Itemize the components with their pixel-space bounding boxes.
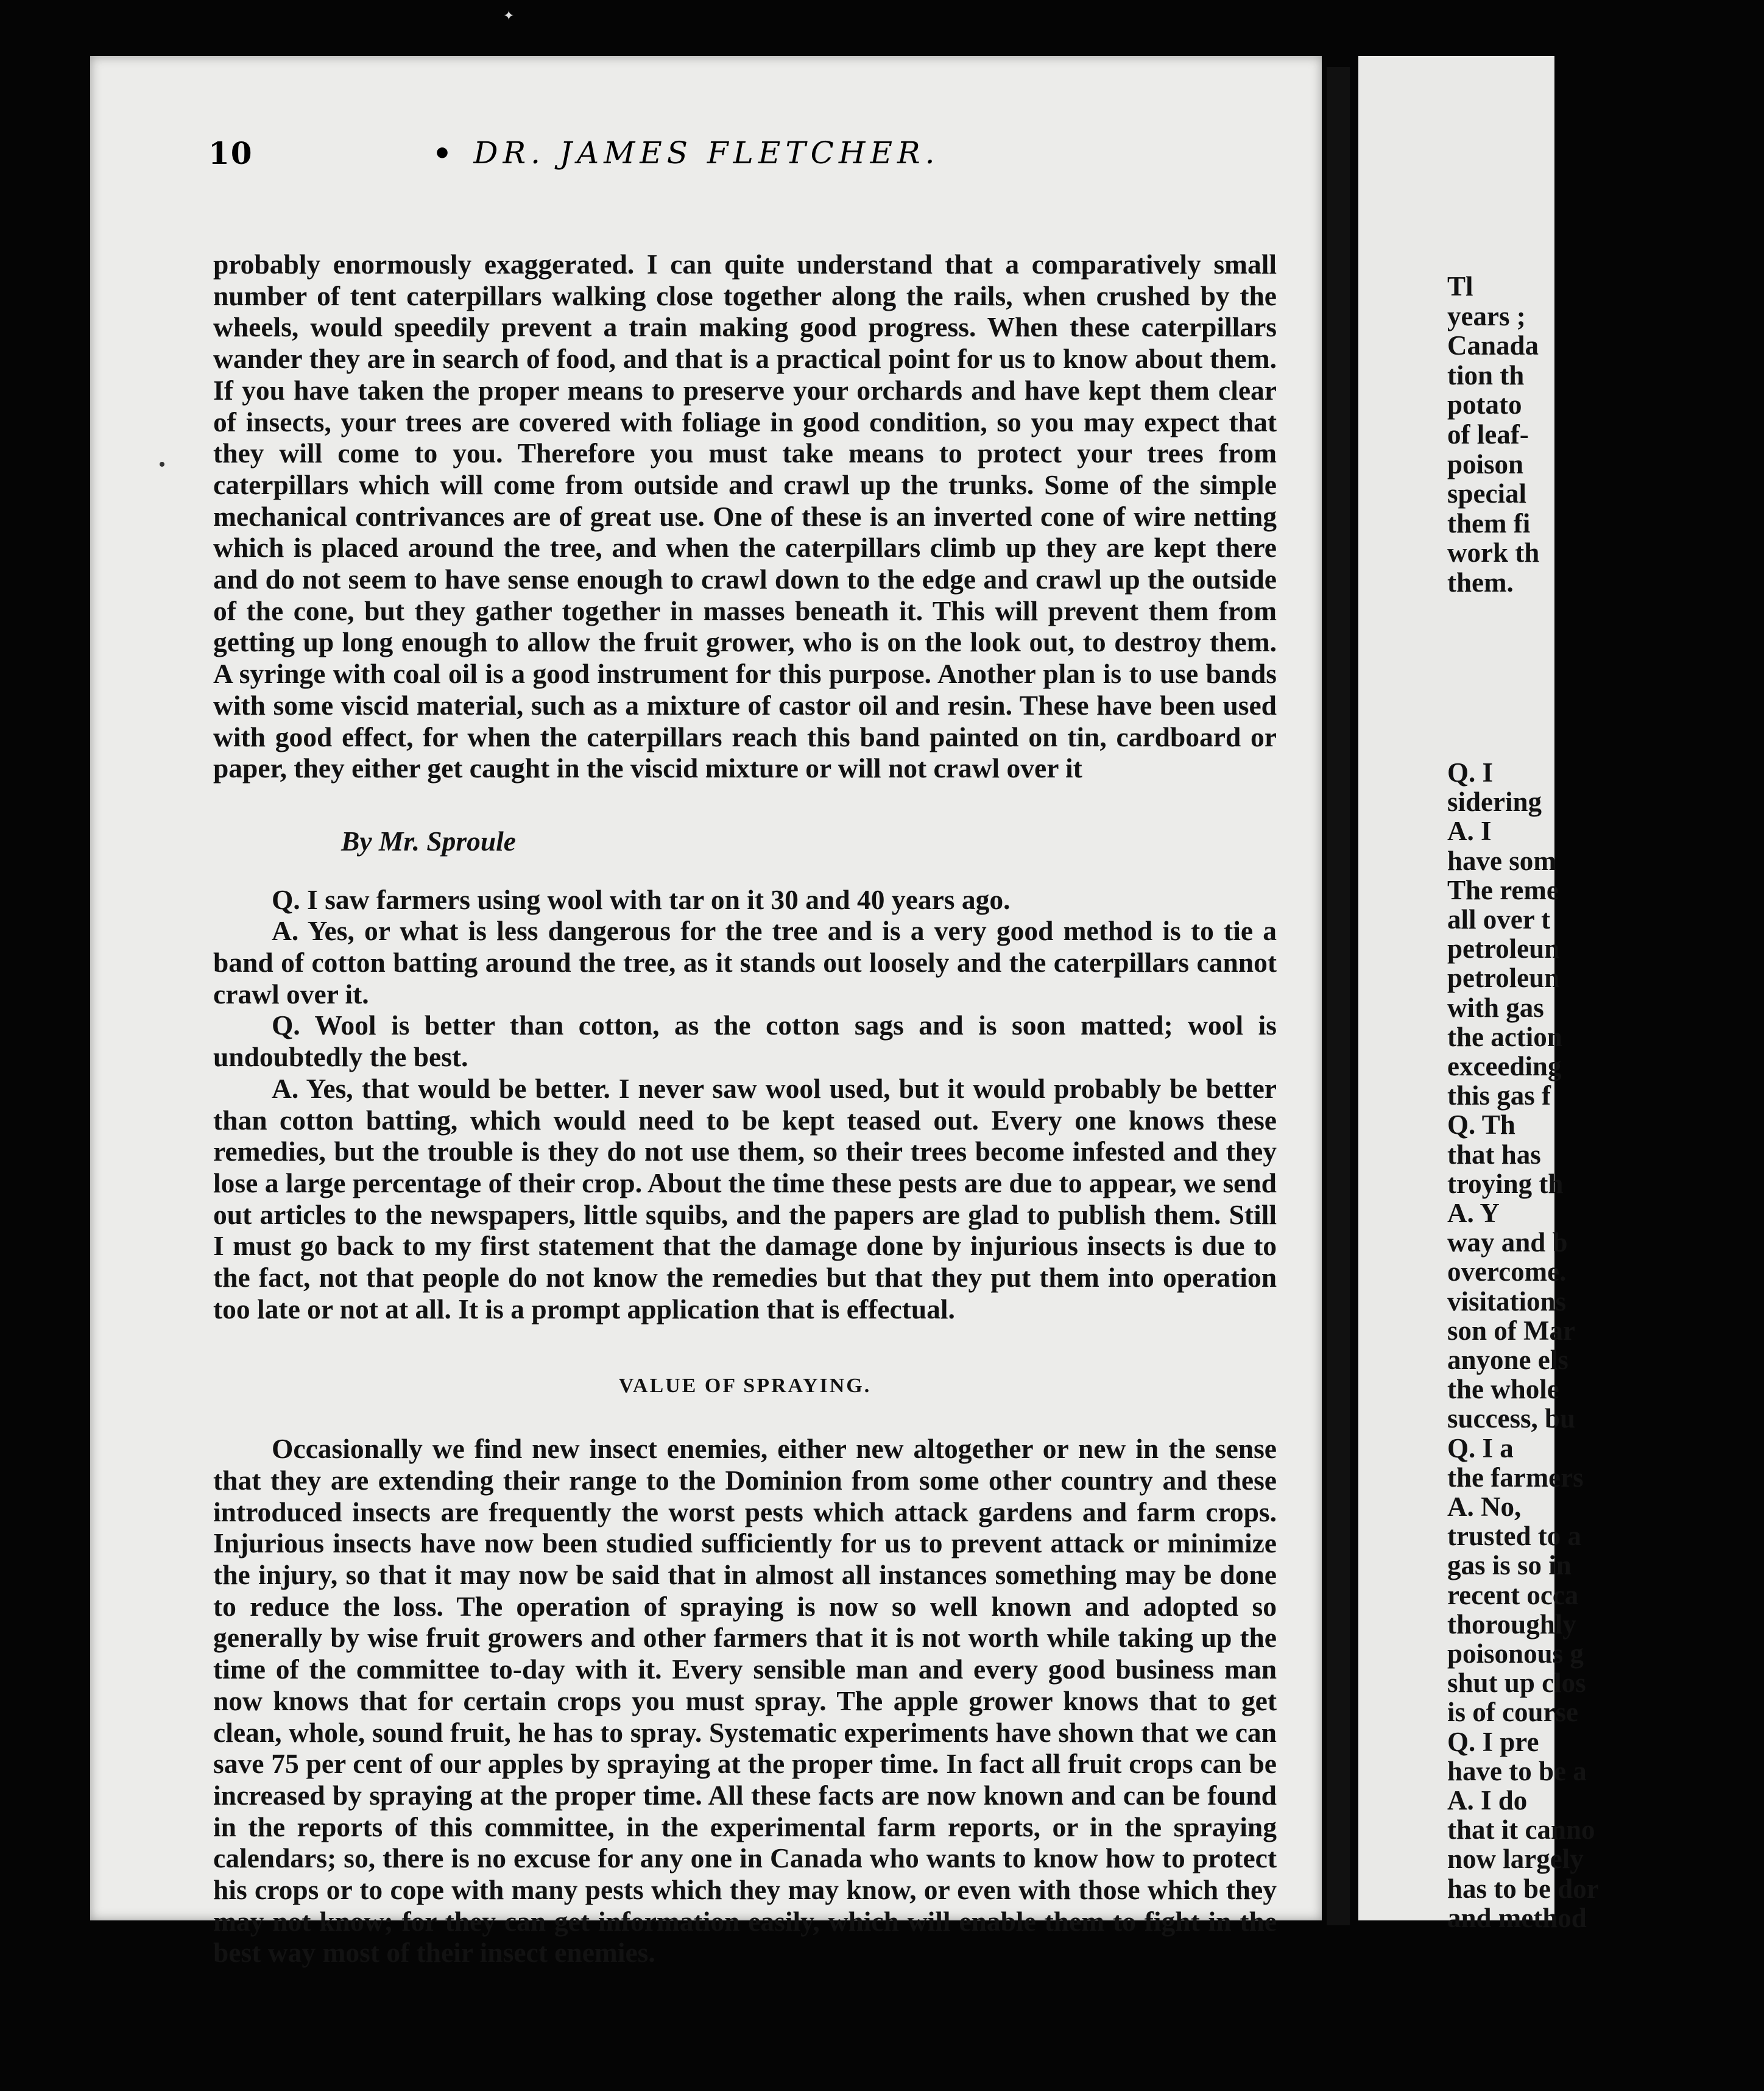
- right-page-line: special: [1447, 478, 1526, 509]
- right-page-line: son of Mar: [1447, 1315, 1575, 1346]
- paragraph-caterpillars: probably enormously exaggerated. I can quite understand that a comparatively small number of tent caterpillars walking close together along the rails, when crushed by the wheels, would speedily prevent a train making good progress. When these caterpillars wander they are in search of food, and that is a practical point for us to know about them. If you have taken the proper means to preserve your orchards and have kept them clear of insects, your trees are covered with foliage in good condition, so you may expect that they will come to you. Therefore you must take means to protect your trees from caterpillars which will come from outside and crawl up the trunks. Some of the simple mechanical contrivances are of great use. One of these is an inverted cone of wire netting which is placed around the tree, and when the caterpillars climb up they are kept there and do not seem to have sense enough to crawl down to the edge and crawl up the outside of the cone, but they gather together in masses beneath it. This will prevent them from getting up long enough to allow the fruit grower, who is on the look out, to destroy them. A syringe with coal oil is a good instrument for this purpose. Another plan is to use bands with some viscid material, such as a mixture of castor oil and resin. These have been used with good effect, for when the caterpillars reach this band painted on tin, cardboard or paper, they either get caught in the viscid mixture or will not crawl over it: [213, 249, 1277, 784]
- right-page-line: poison: [1447, 448, 1524, 479]
- right-page-line: all over t: [1447, 904, 1551, 935]
- right-page-line: shut up clos: [1447, 1668, 1586, 1699]
- running-head: DR. JAMES FLETCHER.: [473, 135, 940, 171]
- main-text-column: [213, 249, 1277, 1969]
- right-page-fragment: [1358, 56, 1599, 1933]
- right-page-line: is of course: [1447, 1697, 1578, 1728]
- speaker-heading: By Mr. Sproule: [341, 825, 516, 857]
- answer-2: A. Yes, that would be better. I never saw wool used, but it would probably be better than cotton batting, which would need to be kept teased out. Every one knows these remedies, but the trouble is they do not use them, so their trees become infested and they lose a large percentage of their crop. About the time these pests are due to appear, we send out articles to the newspapers, little squibs, and the papers are glad to publish them. Still I must go back to my first statement that the damage done by injurious insects is due to the fact, not that people do not know the remedies but that they put them into operation too late or not at all. It is a prompt application that is effectual.: [213, 1072, 1277, 1325]
- right-page-line: way and b: [1447, 1227, 1568, 1258]
- right-page-line: the action: [1447, 1021, 1562, 1052]
- page-header: [122, 135, 1291, 190]
- page-gutter: [1327, 67, 1350, 1925]
- page-number: 10: [208, 135, 253, 171]
- question-2: Q. Wool is better than cotton, as the cotton sags and is soon matted; wool is undoubtedly the best.: [213, 1010, 1277, 1073]
- right-page-line: The reme: [1447, 874, 1559, 905]
- right-page-line: with gas: [1447, 992, 1544, 1023]
- right-page-line: the whole: [1447, 1374, 1559, 1405]
- right-page-line: Q. I: [1447, 757, 1494, 788]
- margin-dot: [160, 462, 164, 467]
- answer-1: A. Yes, or what is less dangerous for the tree and is a very good method is to tie a band of cotton batting around the tree, as it stands out loosely and the caterpillars cannot crawl over it.: [213, 915, 1277, 1010]
- right-page-line: anyone els: [1447, 1345, 1568, 1375]
- right-page-line: troying th: [1447, 1168, 1564, 1199]
- right-page-line: them.: [1447, 567, 1514, 598]
- right-page-line: Q. I pre: [1447, 1726, 1539, 1757]
- right-page-line: work th: [1447, 537, 1540, 568]
- right-page-line: and method: [1447, 1902, 1587, 1933]
- right-page-line: poisonous g: [1447, 1638, 1584, 1669]
- right-page-line: that it canno: [1447, 1814, 1595, 1845]
- right-page-line: sidering: [1447, 787, 1542, 818]
- right-page-line: now largely: [1447, 1844, 1584, 1875]
- right-page-line: Canada: [1447, 330, 1539, 361]
- paragraph-spraying: Occasionally we find new insect enemies, either new altogether or new in the sense that they are extending their range to the Dominion from some other country and these introduced insects are frequently the worst pests which attack gardens and farm crops. Injurious insects have now been studied sufficiently for us to prevent attack or minimize the injury, so that it may now be said that in almost all instances something may be done to reduce the loss. The operation of spraying is now so well known and adopted so generally by wise fruit growers and other farmers that it is not worth while taking up the time of the committee to-day with it. Every sensible man and every good business man now knows that for certain crops you must spray. The apple grower knows that to get clean, whole, sound fruit, he has to spray. Systematic experiments have shown that we can save 75 per cent of our apples by spraying at the proper time. In fact all fruit crops can be increased by spraying at the proper time. All these facts are now known and can be found in the reports of this committee, in the experimental farm reports, or in the spraying calendars; so, there is no excuse for any one in Canada who wants to know how to protect his crops or to cope with many pests which they may know, or even with those which they may not know; for they can get information easily, which will enable them to fight in the best way most of their insect enemies.: [213, 1433, 1277, 1969]
- right-page-line: petroleun: [1447, 933, 1560, 964]
- right-page-line: success, bu: [1447, 1403, 1576, 1434]
- right-page-line: petroleun: [1447, 963, 1560, 994]
- right-page-line: A. I do: [1447, 1785, 1528, 1816]
- right-page-line: this gas f: [1447, 1080, 1551, 1111]
- right-page-line: overcome.: [1447, 1256, 1567, 1287]
- right-page-line: the farmers: [1447, 1462, 1584, 1493]
- right-page-line: gas is so in: [1447, 1550, 1572, 1581]
- right-page-line: has to be dor: [1447, 1873, 1599, 1904]
- right-page-line: have to be a: [1447, 1755, 1587, 1786]
- scan-speck: ✦: [503, 9, 515, 24]
- right-page-line: visitations: [1447, 1286, 1567, 1317]
- right-page-line: have som: [1447, 845, 1556, 876]
- right-page-line: trusted to a: [1447, 1521, 1581, 1552]
- header-bullet: •: [432, 135, 452, 171]
- right-page-line: that has: [1447, 1139, 1541, 1170]
- right-page-line: Q. I a: [1447, 1432, 1514, 1463]
- right-page-line: potato: [1447, 389, 1522, 420]
- right-page-line: them fi: [1447, 508, 1531, 539]
- right-page-line: A. No,: [1447, 1491, 1522, 1522]
- section-title: VALUE OF SPRAYING.: [618, 1374, 872, 1397]
- right-page-line: years ;: [1447, 300, 1526, 331]
- right-page-line: A. I: [1447, 816, 1492, 847]
- right-page-line: tion th: [1447, 359, 1525, 391]
- right-page-line: thoroughly: [1447, 1608, 1576, 1640]
- right-page-line: Q. Th: [1447, 1109, 1515, 1141]
- right-page-line: recent occa: [1447, 1579, 1579, 1610]
- right-page-line: Tl: [1447, 271, 1473, 302]
- right-page-line: exceeding: [1447, 1051, 1562, 1081]
- question-1: Q. I saw farmers using wool with tar on it 30 and 40 years ago.: [272, 883, 1011, 915]
- right-page-line: of leaf-: [1447, 419, 1529, 450]
- right-page-line: A. Y: [1447, 1198, 1500, 1228]
